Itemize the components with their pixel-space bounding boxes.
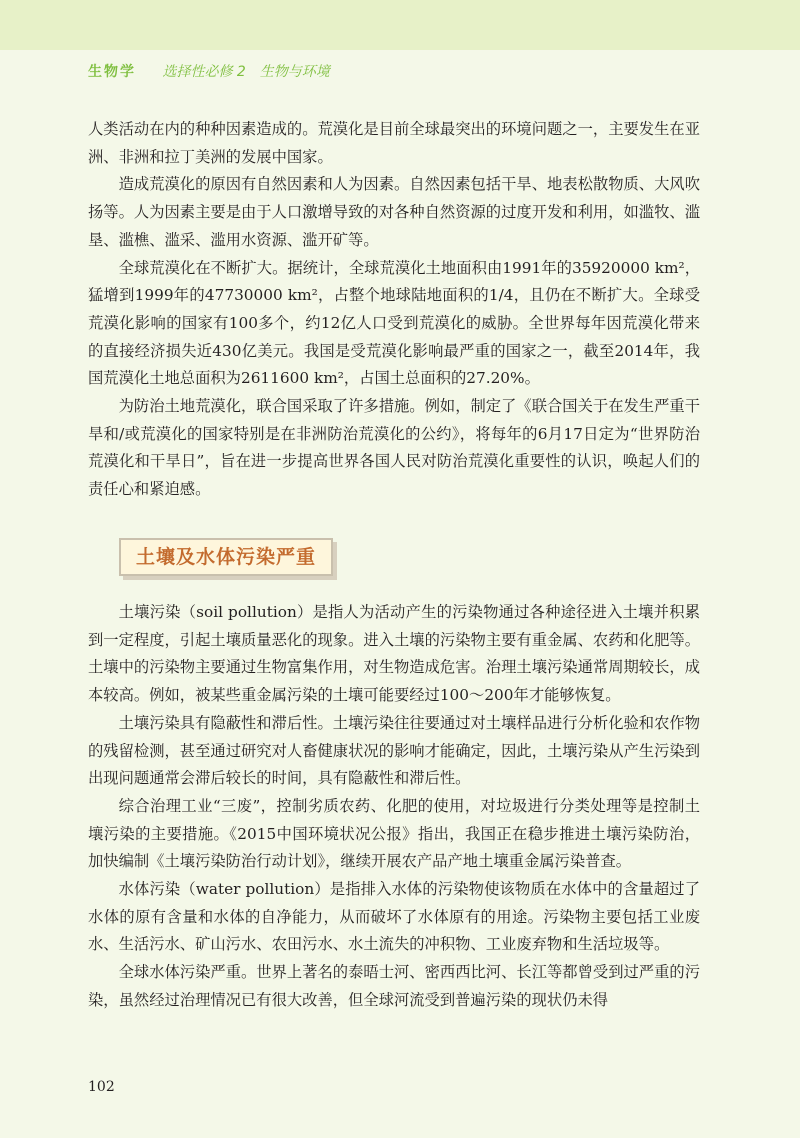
- section-heading: 土壤及水体污染严重: [135, 546, 316, 568]
- running-header: [88, 61, 330, 81]
- paragraph: 人类活动在内的种种因素造成的。荒漠化是目前全球最突出的环境问题之一，主要发生在亚洲、非洲和拉丁美洲的发展中国家。: [88, 120, 700, 166]
- paragraph: 全球荒漠化在不断扩大。据统计，全球荒漠化土地面积由1991年的35920000 km²，猛增到1999年的47730000 km²，占整个地球陆地面积的1/4，且仍在不断扩大。全球受荒漠化影响的国家有100多个，约12亿人口受到荒漠化的威胁。全世界每年因荒漠化带来的直接经济损失近430亿美元。我国是受荒漠化影响最严重的国家之一，截至2014年，我国荒漠化土地总面积为2611600 km²，占国土总面积的27.20%。: [88, 258, 700, 388]
- header-band: [0, 0, 800, 50]
- paragraph: 造成荒漠化的原因有自然因素和人为因素。自然因素包括干旱、地表松散物质、大风吹扬等。人为因素主要是由于人口激增导致的对各种自然资源的过度开发和利用，如滥牧、滥垦、滥樵、滥采、滥用水资源、滥开矿等。: [88, 175, 700, 249]
- book-title: 选择性必修 2 生物与环境: [162, 64, 330, 80]
- paragraph: 全球水体污染严重。世界上著名的泰晤士河、密西西比河、长江等都曾受到过严重的污染，虽然经过治理情况已有很大改善，但全球河流受到普遍污染的现状仍未得: [88, 963, 700, 1009]
- section-heading-box: [119, 538, 333, 576]
- subject-title: 生物学: [88, 64, 136, 80]
- paragraph: 综合治理工业“三废”，控制劣质农药、化肥的使用，对垃圾进行分类处理等是控制土壤污染的主要措施。《2015中国环境状况公报》指出，我国正在稳步推进土壤污染防治，加快编制《土壤污染防治行动计划》，继续开展农产品产地土壤重金属污染普查。: [88, 796, 700, 871]
- paragraph: 为防治土地荒漠化，联合国采取了许多措施。例如，制定了《联合国关于在发生严重干旱和/或荒漠化的国家特别是在非洲防治荒漠化的公约》，将每年的6月17日定为“世界防治荒漠化和干旱日”，旨在进一步提高世界各国人民对防治荒漠化重要性的认识，唤起人们的责任心和紧迫感。: [88, 397, 700, 499]
- paragraph: 水体污染（water pollution）是指排入水体的污染物使该物质在水体中的含量超过了水体的原有含量和水体的自净能力，从而破坏了水体原有的用途。污染物主要包括工业废水、生活污水、矿山污水、农田污水、水土流失的冲积物、工业废弃物和生活垃圾等。: [88, 880, 700, 954]
- paragraph: 土壤污染（soil pollution）是指人为活动产生的污染物通过各种途径进入土壤并积累到一定程度，引起土壤质量恶化的现象。进入土壤的污染物主要有重金属、农药和化肥等。土壤中的污染物主要通过生物富集作用，对生物造成危害。治理土壤污染通常周期较长，成本较高。例如，被某些重金属污染的土壤可能要经过100～200年才能够恢复。: [88, 603, 700, 705]
- desertification-text: [88, 116, 700, 504]
- pollution-text: [88, 599, 700, 1015]
- page-number: 102: [88, 1079, 115, 1095]
- paragraph: 土壤污染具有隐蔽性和滞后性。土壤污染往往要通过对土壤样品进行分析化验和农作物的残留检测，甚至通过研究对人畜健康状况的影响才能确定，因此，土壤污染从产生污染到出现问题通常会滞后较长的时间，具有隐蔽性和滞后性。: [88, 713, 700, 788]
